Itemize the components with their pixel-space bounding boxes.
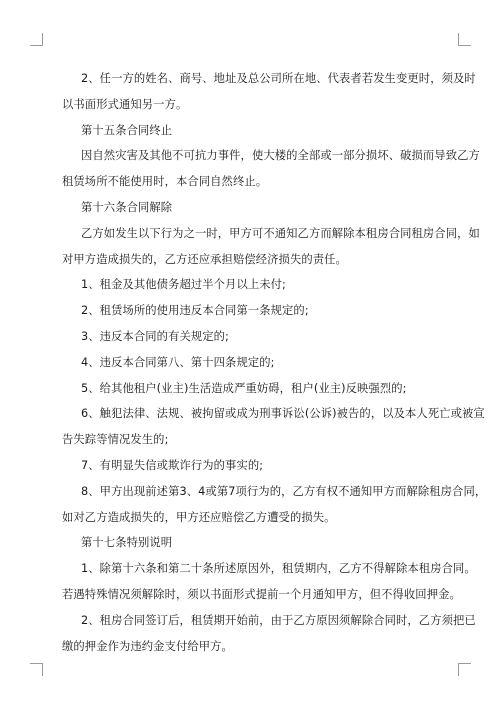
text-line: 1、除第十六条和第二十条所述原因外，租赁期内，乙方不得解除本租房合同。 bbox=[81, 562, 476, 576]
crop-mark-top-right bbox=[458, 33, 471, 46]
text-line: 6、触犯法律、法规、被拘留或成为刑事诉讼(公诉)被告的，以及本人死亡或被宣 bbox=[81, 407, 485, 421]
crop-mark-bottom-left bbox=[30, 663, 43, 676]
text-line: 缴的押金作为违约金支付给甲方。 bbox=[62, 639, 233, 653]
text-line: 告失踪等情况发生的; bbox=[62, 433, 169, 447]
text-line: 7、有明显失信或欺诈行为的事实的; bbox=[81, 458, 264, 472]
document-body bbox=[62, 66, 487, 659]
text-line: 第十七条特别说明 bbox=[81, 536, 173, 550]
text-line: 第十五条合同终止 bbox=[81, 123, 173, 137]
text-line: 2、任一方的姓名、商号、地址及总公司所在地、代表者若发生变更时，须及时 bbox=[81, 72, 476, 85]
text-line: 3、违反本合同的有关规定的; bbox=[81, 329, 229, 343]
text-line: 因自然灾害及其他不可抗力事件，使大楼的全部或一部分损坏、破损而导致乙方 bbox=[81, 149, 480, 163]
text-line: 以书面形式通知另一方。 bbox=[62, 97, 188, 111]
text-line: 5、给其他租户(业主)生活造成严重妨碍，租户(业主)反映强烈的; bbox=[81, 381, 407, 395]
crop-mark-bottom-right bbox=[458, 663, 471, 676]
text-line: 2、租赁场所的使用违反本合同第一条规定的; bbox=[81, 304, 309, 318]
text-line: 对甲方造成损失的，乙方还应承担赔偿经济损失的责任。 bbox=[62, 252, 347, 266]
text-line: 乙方如发生以下行为之一时，甲方可不通知乙方而解除本租房合同租房合同，如 bbox=[81, 226, 480, 240]
crop-mark-top-left bbox=[30, 33, 43, 46]
text-line: 如对乙方造成损失的，甲方还应赔偿乙方遭受的损失。 bbox=[62, 510, 336, 524]
text-line: 第十六条合同解除 bbox=[81, 200, 173, 214]
text-line: 2、租房合同签订后，租赁期开始前，由于乙方原因须解除合同时，乙方须把已 bbox=[81, 613, 476, 627]
text-line: 1、租金及其他债务超过半个月以上未付; bbox=[81, 278, 286, 292]
text-line: 8、甲方出现前述第3、4或第7项行为的，乙方有权不通知甲方而解除租房合同， bbox=[81, 484, 487, 498]
text-line: 4、违反本合同第八、第十四条规定的; bbox=[81, 355, 275, 369]
text-line: 若遇特殊情况须解除时，须以书面形式提前一个月通知甲方，但不得收回押金。 bbox=[62, 587, 461, 601]
text-line: 租赁场所不能使用时，本合同自然终止。 bbox=[62, 175, 268, 189]
